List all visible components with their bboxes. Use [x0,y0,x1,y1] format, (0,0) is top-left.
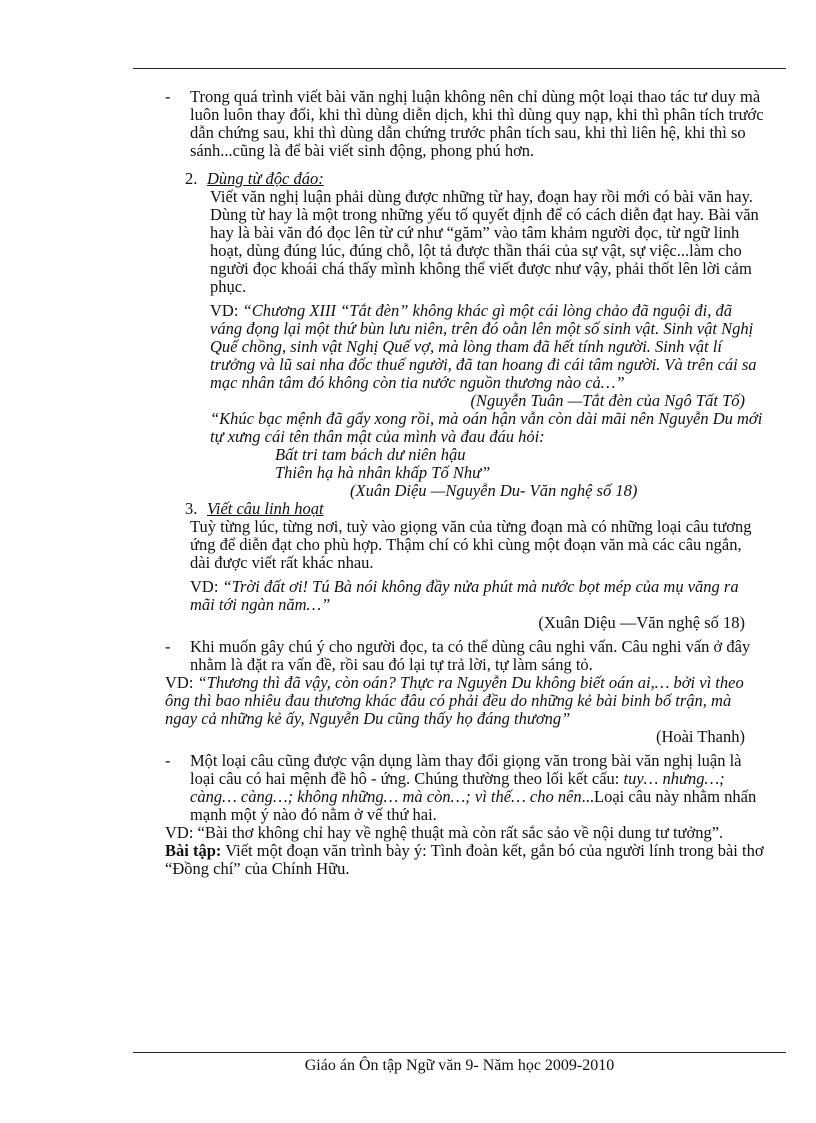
exercise-label: Bài tập: [165,841,222,860]
example-1 [165,302,765,392]
section-3-body: Tuỳ từng lúc, từng nơi, tuỳ vào giọng văn của từng đoạn mà có những loại câu tương ứng để diễn đạt cho phù hợp. Thậm chí có khi cùng một đoạn văn mà các câu ngắn, dài được viết rất khác nhau. [190,517,752,572]
section-3 [165,500,765,632]
bullet-text: Khi muốn gây chú ý cho người đọc, ta có thể dùng câu nghi vấn. Câu nghi vấn ở đây nhằm là đặt ra vấn đề, rồi sau đó lại tự trả lời, tự làm sáng tỏ. [190,637,751,674]
bullet-paragraph-2 [165,638,765,674]
example-4-source: (Hoài Thanh) [655,727,745,746]
example-quote: “Thương thì đã vậy, còn oán? Thực ra Nguyễn Du không biết oán ai,… bởi vì theo ông thì bao nhiêu đau thương khác đâu có phải đều do những kẻ bài binh bố trận, mà ngay cả những kẻ ấy, Nguyễn Du cũng thấy họ đáng thương” [165,673,744,728]
header-rule [133,68,786,69]
verse-line-1: Bất tri tam bách dư niên hậu [275,445,466,464]
example-3-source: (Xuân Diệu —Văn nghệ số 18) [538,613,745,632]
bullet-text-end: ...Loại câu này nhằm nhấn mạnh một ý nào đó nằm ở vế thứ hai. [190,787,757,824]
exercise-text: Viết một đoạn văn trình bày ý: Tình đoàn kết, gắn bó của người lính trong bài thơ “Đồng chí” của Chính Hữu. [165,841,764,878]
example-4 [165,674,765,728]
example-2: “Khúc bạc mệnh đã gẩy xong rồi, mà oán hận vẫn còn dài mãi nên Nguyễn Du mới tự xưng cái tên thân mật của mình và đau đáu hỏi: [210,409,763,446]
example-label: VD: [190,577,223,596]
section-number: 2. [185,169,198,188]
bullet-marker: - [165,637,171,656]
example-quote: “Chương XIII “Tắt đèn” không khác gì một cái lòng chảo đã nguội đi, đã váng đọng lại một thứ bùn lưu niên, trên đó oằn lên một số sinh vật. Sinh vật Nghị Quế chồng, sinh vật Nghị Quế vợ, mà lòng tham đã hết tính người. Sinh vật lí trưởng và lũ sai nha đốc thuế người, đã tan hoang đi cái tâm người. Và trên cái sa mạc nhân tâm đó không còn tia nước nguồn thương nào cả…” [210,301,757,392]
example-quote: “Trời đất ơi! Tú Bà nói không đầy nửa phút mà nước bọt mép của mụ văng ra mãi tới ngàn năm…” [190,577,739,614]
section-title: Viết câu linh hoạt [207,499,324,518]
example-5: VD: “Bài thơ không chỉ hay về nghệ thuật mà còn rất sắc sảo về nội dung tư tưởng”. [165,823,724,842]
example-label: VD: [210,301,243,320]
section-number: 3. [185,499,198,518]
example-label: VD: [165,673,198,692]
bullet-paragraph-1 [165,88,765,160]
page-footer: Giáo án Ôn tập Ngữ văn 9- Năm học 2009-2010 [304,1057,615,1074]
bullet-marker: - [165,87,171,106]
bullet-text: Trong quá trình viết bài văn nghị luận không nên chỉ dùng một loại thao tác tư duy mà luôn luôn thay đổi, khi thì dùng diễn dịch, khi thì dùng quy nạp, khi thì phân tích trước dẫn chứng sau, khi thì dùng dẫn chứng trước phân tích sau, khi thì liên hệ, khi thì so sánh...cũng là để bài viết sinh động, phong phú hơn. [190,87,764,160]
section-title: Dùng từ độc đáo: [207,169,324,188]
example-3 [165,578,765,614]
section-2-body: Viết văn nghị luận phải dùng được những từ hay, đoạn hay rồi mới có bài văn hay. Dùng từ hay là một trong những yếu tố quyết định để có cách diễn đạt hay. Bài văn hay là bài văn đó đọc lên từ cứ như “găm” vào tâm khảm người đọc, từ ngữ linh hoạt, dùng đúng lúc, đúng chỗ, lột tả được thần thái của sự vật, sự việc...làm cho người đọc khoái chá thấy mình không thể viết được như vậy, phải thốt lên lời cảm phục. [210,187,759,296]
section-2 [165,170,765,500]
example-1-source: (Nguyễn Tuân —Tắt đèn của Ngô Tất Tố) [470,391,745,410]
bullet-text-italic: tuy… nhưng…; càng… càng…; không những… mà còn…; vì thế… cho nên [190,769,725,806]
bullet-marker: - [165,751,171,770]
bullet-text: Một loại câu cũng được vận dụng làm thay đổi giọng văn trong bài văn nghị luận là loại câu có hai mệnh đề hô - ứng. Chúng thường theo lối kết cấu: [190,751,742,788]
bullet-paragraph-3 [165,752,765,824]
verse-line-2: Thiên hạ hà nhân khấp Tố Như” [275,463,491,482]
example-2-source: (Xuân Diệu —Nguyễn Du- Văn nghệ số 18) [350,481,638,500]
document-body [165,88,765,878]
section-2-heading [165,170,765,188]
footer-rule [133,1052,786,1053]
exercise [165,842,765,878]
section-3-heading [165,500,765,518]
